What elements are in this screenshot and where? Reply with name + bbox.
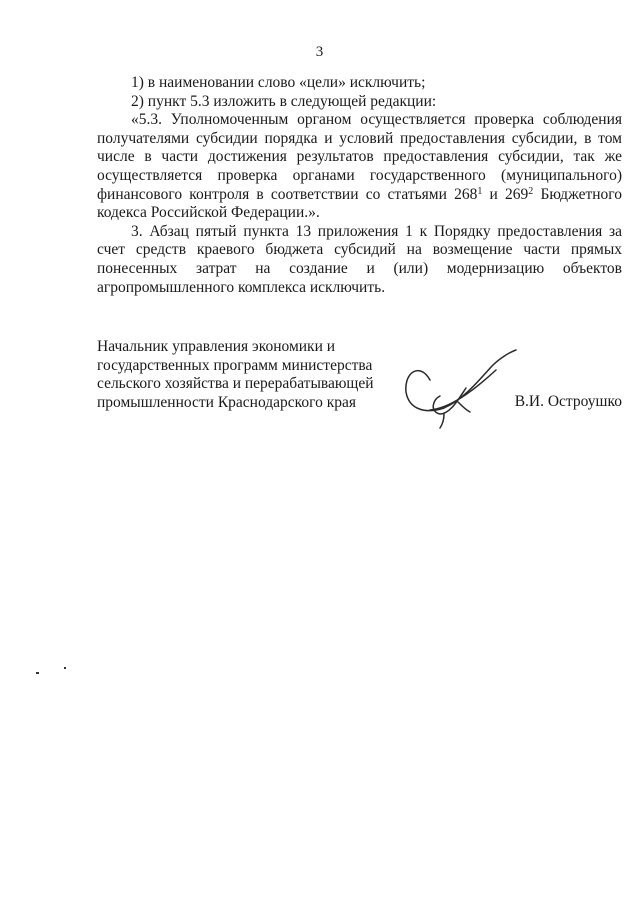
- paragraph-item-2: 2) пункт 5.3 изложить в следующей редакции:: [131, 92, 437, 110]
- quoted-paragraph-5-3: [97, 111, 622, 223]
- handwritten-signature: [400, 348, 518, 430]
- document-body: [97, 74, 622, 297]
- superscript-2: 2: [528, 185, 534, 197]
- quote-text-part-2: и 269: [482, 185, 529, 203]
- position-line: государственных программ министерства: [97, 356, 373, 374]
- scan-speck: [36, 672, 39, 674]
- paragraph-item-1: 1) в наименовании слово «цели» исключить;: [131, 74, 426, 91]
- quote-text-part-1: «5.3. Уполномоченным органом осуществляется проверка соблюдения получателями субсидии порядка и условий предоставления субсидии, в том числе в части достижения результатов предоставления субсидии, так же осуществляется проверка органами государственного (муниципального) финансового контроля в соответствии со статьями 268: [97, 111, 622, 203]
- superscript-1: 1: [477, 185, 483, 197]
- signer-name: В.И. Остроушко: [514, 393, 622, 410]
- position-line: сельского хозяйства и перерабатывающей: [97, 375, 374, 393]
- quote-text-part-3: Бюджетного кодекса Российской Федерации.».: [97, 185, 622, 222]
- position-line: промышленности Краснодарского края: [97, 393, 357, 411]
- position-line: Начальник управления экономики и: [97, 338, 336, 355]
- scan-speck: [64, 667, 66, 669]
- signer-position: [97, 338, 387, 412]
- paragraph-item-3: 3. Абзац пятый пункта 13 приложения 1 к Порядку предоставления за счет средств краевого бюджета субсидий на возмещение части прямых понесенных затрат на создание и (или) модернизацию объектов агропромышленного комплекса исключить.: [97, 222, 622, 296]
- page-number: 3: [315, 44, 324, 60]
